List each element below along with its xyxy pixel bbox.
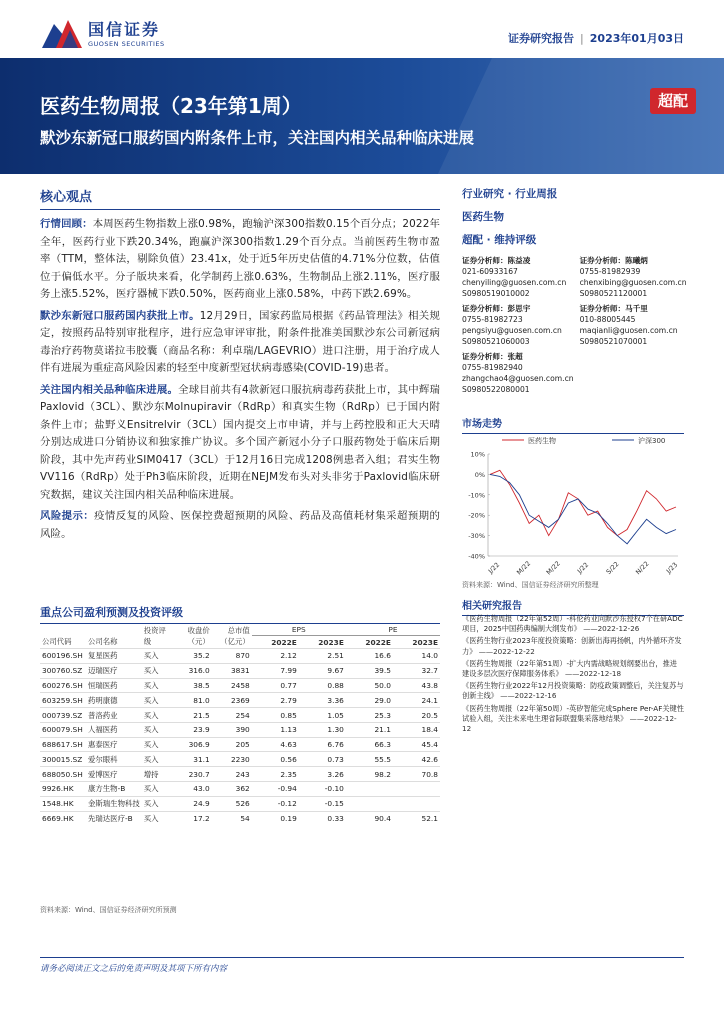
related-report-item[interactable]: 《医药生物周报（22年第50周）-英矽智能完成Sphere Per-AF关键性试验入组，关注未来电生理省际联盟集采落地结果》 ——2022-12-12 [462, 703, 684, 734]
col-name: 公司名称 [88, 637, 118, 646]
col-eps: EPS [252, 624, 346, 636]
related-reports-title: 相关研究报告 [462, 597, 684, 616]
industry-label: 行业研究 · 行业周报 [462, 188, 558, 200]
table-row: 603259.SH 药明康德 买入 81.0 2369 2.79 3.36 29.0 24.1 [40, 693, 440, 708]
table-source: 资料来源：Wind、国信证券经济研究所预测 [40, 906, 177, 914]
table-row: 000739.SZ 普洛药业 买入 21.5 254 0.85 1.05 25.3 20.5 [40, 708, 440, 723]
guosen-logo-icon [40, 14, 84, 50]
x-tick-label: J/22 [486, 560, 502, 576]
analyst-card: 证券分析师：马千里 010-88005445 maqianli@guosen.com.cn S0980521070001 [579, 304, 678, 346]
market-trend-title: 市场走势 [462, 415, 684, 434]
report-date: 2023年01月03日 [589, 32, 684, 45]
x-tick-label: M/22 [544, 559, 562, 577]
series-line [490, 474, 676, 543]
legend-label: 医药生物 [528, 437, 556, 445]
col-price: 收盘价（元） [187, 626, 210, 646]
core-views [40, 186, 440, 547]
table-row: 9926.HK 康方生物-B 买入 43.0 362 -0.94 -0.10 [40, 782, 440, 797]
col-pe: PE [346, 624, 440, 636]
analyst-card: 证券分析师：陈曦炳 0755-81982939 chenxibing@guosen.com.cn S0980521120001 [579, 256, 687, 298]
y-tick-label: -20% [468, 511, 485, 520]
y-tick-label: -30% [468, 532, 485, 541]
paragraph-market-review: 行情回顾：本周医药生物指数上涨0.98%，跑输沪深300指数0.15个百分点；2022年全年，医药行业下跌20.34%，跑赢沪深300指数1.29个百分点。当前医药生物市盈率（TTM，整体法，剔除负值）23.41x，处于近5年历史估值的4.71%分位数，估值位于偏低水平。分子版块来看，化学制药上涨0.63%，生物制品上涨2.11%，医疗服务上涨5.52%，医疗器械下跌0.50%，医药商业上涨0.58%，中药下跌2.69%。 [40, 218, 440, 300]
related-reports-list [462, 614, 684, 736]
company-logo [40, 14, 165, 50]
legend-label: 沪深300 [638, 437, 666, 445]
analyst-card: 证券分析师：彭思宇 0755-81982723 pengsiyu@guosen.com.cn S0980521060003 [462, 304, 562, 346]
y-tick-label: 0% [474, 470, 485, 479]
series-line [490, 470, 676, 535]
rating-badge: 超配 [650, 88, 696, 114]
report-meta: 证券研究报告 | 2023年01月03日 [508, 32, 684, 45]
paragraph-risk: 风险提示：疫情反复的风险、医保控费超预期的风险、药品及高值耗材集采超预期的风险。 [40, 510, 441, 540]
table-row: 600079.SH 人福医药 买入 23.9 390 1.13 1.30 21.1 18.4 [40, 722, 440, 737]
core-heading: 核心观点 [40, 186, 440, 210]
table-row: 300760.SZ 迈瑞医疗 买入 316.0 3831 7.99 9.67 39.5 32.7 [40, 663, 440, 678]
paragraph-msd-approval: 默沙东新冠口服药国内获批上市。12月29日，国家药监局根据《药品管理法》相关规定，按照药品特别审批程序，进行应急审评审批，附条件批准美国默沙东公司新冠病毒治疗药物莫诺拉韦胶囊（商品名称：利卓瑞/LAGEVRIO）进口注册，用于治疗成人伴有进展为重症高风险因素的轻至中度新型冠状病毒感染(COVID-19)患者。 [40, 309, 441, 374]
logo-cn: 国信证券 [88, 19, 161, 39]
related-report-item[interactable]: 《医药生物周报（22年第51周）-扩大内需战略规划纲要出台，推进建设多层次医疗保障服务体系》 ——2022-12-18 [462, 658, 677, 679]
report-title: 医药生物周报（23年第1周） [40, 94, 302, 118]
analyst-card: 证券分析师：陈益凌 021-60933167 chenyiling@guosen.com.cn S0980519010002 [462, 256, 567, 298]
x-tick-label: J/22 [575, 560, 591, 576]
x-tick-label: S/22 [604, 560, 621, 576]
sidebar [462, 186, 687, 399]
table-row: 688050.SH 爱博医疗 增持 230.7 243 2.35 3.26 98.2 70.8 [40, 767, 440, 782]
report-type: 证券研究报告 [508, 32, 575, 45]
table-row: 6669.HK 先瑞达医疗-B 买入 17.2 54 0.19 0.33 90.4 52.1 [40, 811, 440, 825]
sector-label: 医药生物 [462, 211, 504, 223]
col-mcap: 总市值（亿元） [220, 626, 250, 646]
analyst-card: 证券分析师：张超 0755-81982940 zhangchao4@guosen.com.cn S0980522080001 [462, 352, 574, 394]
chart-source: 资料来源：Wind、国信证券经济研究所整理 [462, 581, 599, 589]
related-report-item[interactable]: 《医药生物周报（22年第52周）-科伦药业向默沙东授权7个在研ADC项目，2025中国药典编制大纲发布》 ——2022-12-26 [462, 614, 683, 634]
rating-label: 超配 · 维持评级 [462, 234, 537, 246]
title-banner [0, 58, 724, 174]
paragraph-clinical-progress: 关注国内相关品种临床进展。全球目前共有4款新冠口服抗病毒药获批上市，其中辉瑞Paxlovid（3CL）、默沙东Molnupiravir（RdRp）和真实生物（RdRp）已于国内附条件上市；盐野义Ensitrelvir（3CL）国内提交上市申请，并与上药控股和正大天晴分别达成进口分销协议和独家推广协议。多个国产新冠小分子口服药物处于临床后期阶段，其中先声药业SIM0417（3CL）于12月16日完成1208例患者入组；君实生物VV116（RdRp）处于Ph3临床阶段，近期在NEJM发布头对头非劣于Paxlovid临床研究数据，建议关注国内相关品种临床进展。 [40, 383, 441, 501]
x-tick-label: J/23 [664, 560, 680, 576]
table-row: 300015.SZ 爱尔眼科 买入 31.1 2230 0.56 0.73 55.5 42.6 [40, 752, 440, 767]
y-tick-label: 10% [470, 450, 485, 459]
report-subtitle: 默沙东新冠口服药国内附条件上市，关注国内相关品种临床进展 [40, 129, 475, 147]
related-report-item[interactable]: 《医药生物行业2023年度投资策略：创新出海再扬帆，内外循环齐发力》 ——2022-12-22 [462, 636, 682, 656]
market-trend-chart [462, 432, 684, 580]
x-tick-label: N/22 [634, 559, 651, 577]
earnings-forecast-table: 公司代码 公司名称 投资评级 收盘价（元） 总市值（亿元） EPS PE 2022E 2023E 2022E 2023E 600196.SH 复星医药 买入 35.2 870 2.12 2.51 16.6 14.0 300760.SZ 迈瑞医疗 买入 316.0 3831 7.99 9.67 39.5 32.7 600276.SH 恒瑞医药 买入 38.5 2458 0.77 0.88 50.0 43.8 603259.SH 药明康德 买入 81.0 2369 2.79 3.36 29.0 24.1 000739.SZ 普洛药业 买入 21.5 254 0.85 1.05 25.3 20.5 600079.SH 人福医药 买入 23.9 390 1.13 1.30 21.1 18.4 688617.SH 惠泰医疗 买入 306.9 205 4.63 6.76 66.3 45.4 300015.SZ 爱尔眼科 买入 31.1 2230 0.56 0.73 55.5 42.6 688050.SH 爱博医疗 增持 230.7 243 2.35 3.26 98.2 70.8 9926.HK 康方生物-B 买入 43.0 362 -0.94 -0.10 1548.HK 金斯瑞生物科技 买入 24.9 526 -0.12 -0.15 6669.HK 先瑞达医疗-B 买入 17.2 54 0.19 0.33 90.4 52.1 [40, 624, 440, 825]
logo-en: GUOSEN SECURITIES [88, 39, 165, 48]
footer-disclaimer: 请务必阅读正文之后的免责声明及其项下所有内容 [40, 964, 228, 974]
y-tick-label: -10% [468, 491, 485, 500]
table-row: 600276.SH 恒瑞医药 买入 38.5 2458 0.77 0.88 50.0 43.8 [40, 678, 440, 693]
table-row: 688617.SH 惠泰医疗 买入 306.9 205 4.63 6.76 66.3 45.4 [40, 737, 440, 752]
y-tick-label: -40% [468, 552, 485, 561]
table-title: 重点公司盈利预测及投资评级 [40, 604, 440, 624]
related-report-item[interactable]: 《医药生物行业2022年12月投资策略：防疫政策调整后，关注复苏与创新主线》 ——2022-12-16 [462, 681, 684, 701]
table-row: 1548.HK 金斯瑞生物科技 买入 24.9 526 -0.12 -0.15 [40, 796, 440, 811]
x-tick-label: M/22 [515, 559, 533, 577]
col-rating: 投资评级 [143, 626, 166, 646]
analyst-list [462, 255, 687, 399]
table-row: 600196.SH 复星医药 买入 35.2 870 2.12 2.51 16.6 14.0 [40, 649, 440, 664]
col-code: 公司代码 [42, 637, 72, 646]
